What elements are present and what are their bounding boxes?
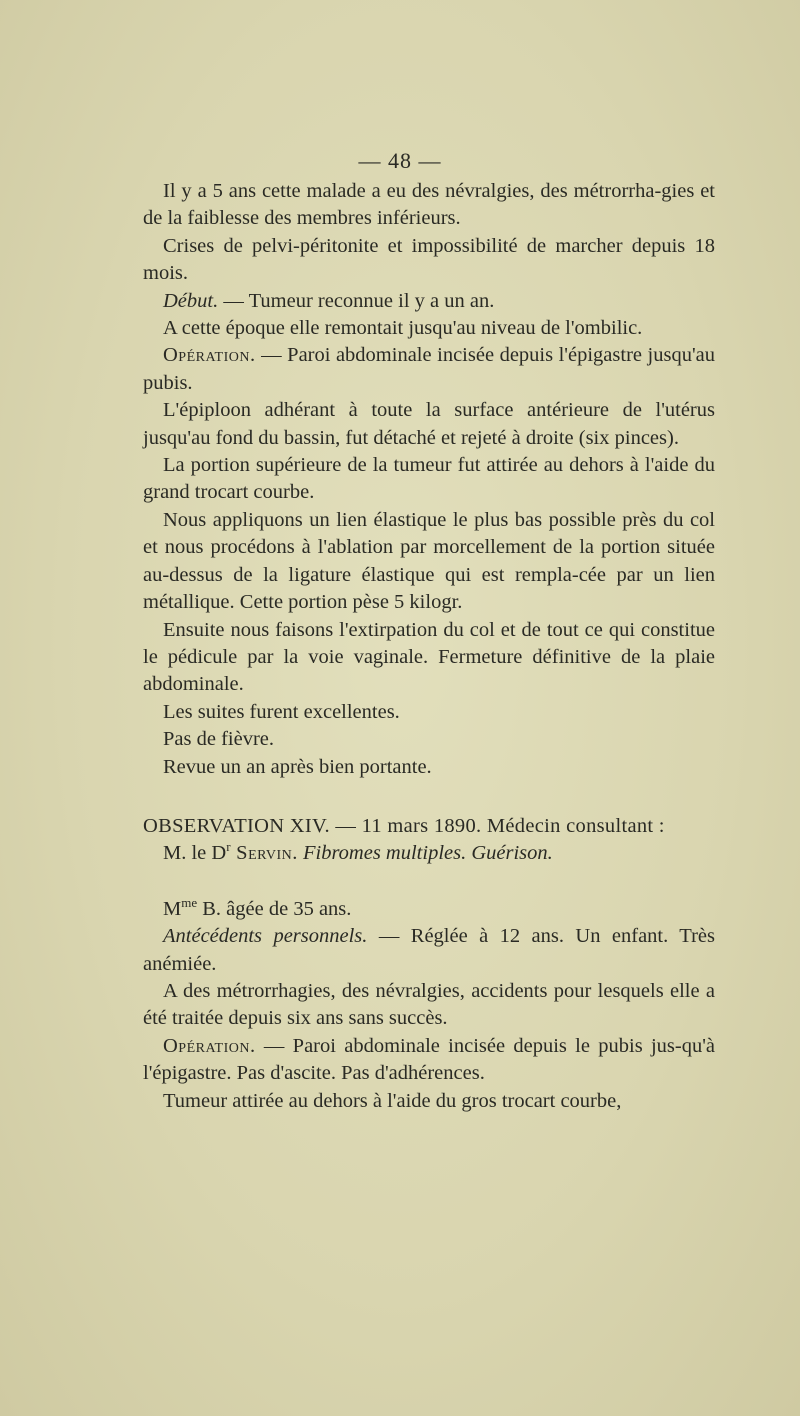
paragraph: A cette époque elle remontait jusqu'au niveau de l'ombilic. — [163, 317, 643, 340]
antecedents-label: Antécédents personnels. — [163, 925, 368, 948]
section-spacer — [143, 868, 715, 896]
patient-text: B. âgée de 35 ans. — [197, 897, 352, 920]
doctor-sup: r — [226, 839, 231, 855]
paragraph: Nous appliquons un lien élastique le plus bas possible près du col et nous procédons à l'ablation par morcellement de la portion située au-dessus de la ligature élastique qui est rempla-cée par un lien métallique. Cette portion pèse 5 kilogr. — [143, 508, 715, 614]
paragraph: Les suites furent excellentes. — [163, 700, 400, 723]
debut-paragraph — [143, 288, 715, 315]
patient-prefix: M — [163, 897, 182, 920]
debut-text: — Tumeur reconnue il y a un an. — [218, 289, 495, 312]
observation-title: OBSERVATION XIV. — [143, 814, 330, 837]
observation-date: — 11 mars 1890. Médecin consultant : — [329, 814, 665, 837]
doctor-name: Servin. — [230, 842, 298, 865]
operation-text: — Paroi abdominale incisée depuis l'épigastre jusqu'au pubis. — [143, 344, 715, 394]
antecedents-paragraph — [143, 923, 715, 978]
operation-paragraph — [143, 342, 715, 397]
observation-heading — [143, 813, 715, 840]
page-number: — 48 — — [358, 148, 442, 173]
paragraph: La portion supérieure de la tumeur fut attirée au dehors à l'aide du grand trocart courbe. — [143, 454, 715, 504]
paragraph: A des métrorrhagies, des névralgies, accidents pour lesquels elle a été traitée depuis six ans sans succès. — [143, 979, 715, 1030]
operation-label: Opération. — [163, 344, 256, 367]
doctor-prefix: M. le D — [163, 842, 227, 865]
diagnosis: Fibromes multiples. Guérison. — [302, 842, 553, 865]
paragraph: Tumeur attirée au dehors à l'aide du gros trocart courbe, — [163, 1089, 622, 1112]
section-spacer — [143, 781, 715, 813]
antecedents-text: — Réglée à 12 ans. Un enfant. Très anémiée. — [143, 925, 715, 975]
operation-label: Opération. — [163, 1034, 256, 1057]
debut-label: Début. — [163, 289, 219, 312]
patient-line — [143, 896, 715, 923]
paragraph: L'épiploon adhérant à toute la surface antérieure de l'utérus jusqu'au fond du bassin, fut détaché et rejeté à droite (six pinces). — [143, 399, 715, 449]
patient-sup: me — [181, 894, 198, 910]
page-body — [143, 178, 715, 1115]
operation-paragraph — [143, 1033, 715, 1088]
observation-byline — [143, 840, 715, 867]
paragraph: Il y a 5 ans cette malade a eu des névralgies, des métrorrha-gies et de la faiblesse des membres inférieurs. — [143, 180, 715, 230]
operation-text: — Paroi abdominale incisée depuis le pubis jus-qu'à l'épigastre. Pas d'ascite. Pas d'adhérences. — [143, 1034, 715, 1085]
paragraph: Crises de pelvi-péritonite et impossibilité de marcher depuis 18 mois. — [143, 234, 715, 285]
paragraph: Revue un an après bien portante. — [163, 755, 432, 778]
paragraph: Pas de fièvre. — [163, 728, 274, 751]
paragraph: Ensuite nous faisons l'extirpation du col et de tout ce qui constitue le pédicule par la voie vaginale. Fermeture définitive de la plaie abdominale. — [143, 618, 715, 696]
